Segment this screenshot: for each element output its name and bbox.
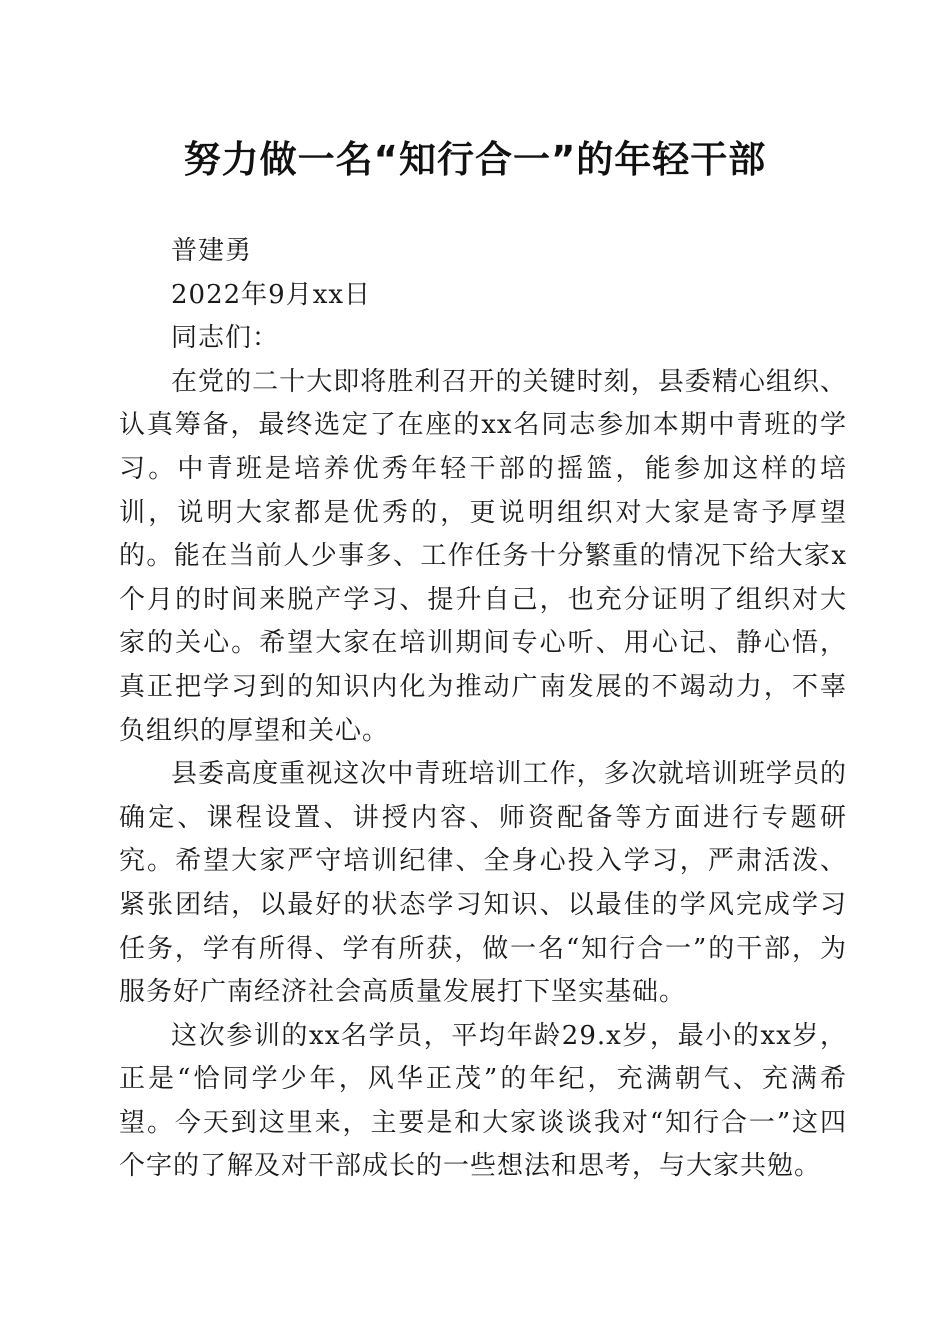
body-paragraph-2: 县委高度重视这次中青班培训工作，多次就培训班学员的确定、课程设置、讲授内容、师资配备等方面进行专题研究。希望大家严守培训纪律、全身心投入学习，严肃活泼、紧张团结，以最好的状态学习知识、以最佳的学风完成学习任务，学有所得、学有所获，做一名“知行合一”的干部，为服务好广南经济社会高质量发展打下坚实基础。	[119, 759, 847, 1008]
salutation-line: 同志们：	[171, 323, 280, 354]
document-title: 努力做一名“知行合一”的年轻干部	[183, 138, 767, 181]
body-paragraph-3: 这次参训的xx名学员，平均年龄29.x岁，最小的xx岁，正是“恰同学少年，风华正茂”的年纪，充满朝气、充满希望。今天到这里来，主要是和大家谈谈我对“知行合一”这四个字的了解及对干部成长的一些想法和思考，与大家共勉。	[119, 1020, 847, 1182]
date-line: 2022年9月xx日	[171, 279, 372, 310]
body-paragraph-1: 在党的二十大即将胜利召开的关键时刻，县委精心组织、认真筹备，最终选定了在座的xx名同志参加本期中青班的学习。中青班是培养优秀年轻干部的摇篮，能参加这样的培训，说明大家都是优秀的，更说明组织对大家是寄予厚望的。能在当前人少事多、工作任务十分繁重的情况下给大家x个月的时间来脱产学习、提升自己，也充分证明了组织对大家的关心。希望大家在培训期间专心听、用心记、静心悟，真正把学习到的知识内化为推动广南发展的不竭动力，不辜负组织的厚望和关心。	[119, 366, 847, 746]
author-line: 普建勇	[171, 236, 253, 266]
document-body	[119, 230, 847, 1189]
